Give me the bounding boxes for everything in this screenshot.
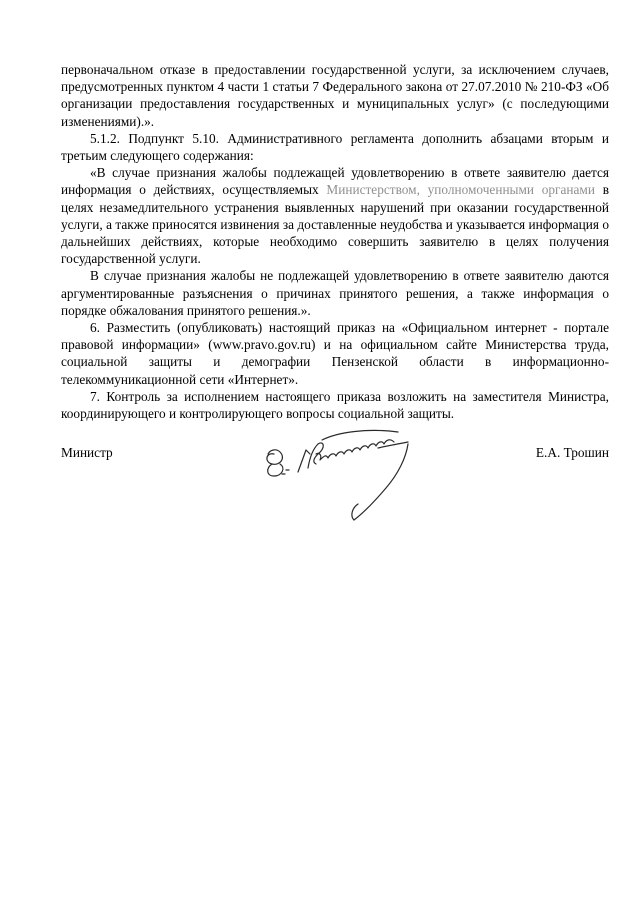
document-body — [61, 61, 609, 422]
paragraph-refusal-continuation: первоначальном отказе в предоставлении государственной услуги, за исключением случаев, предусмотренных пунктом 4 части 1 статьи 7 Федерального закона от 27.07.2010 № 210-ФЗ «Об организации предоставления государственных и муниципальных услуг» (с последующими изменениями).». — [61, 62, 609, 129]
signatory-name: Е.А. Трошин — [535, 445, 609, 460]
signatory-title: Министр — [61, 445, 113, 460]
faded-text: Министерством, уполномоченными органами — [326, 182, 595, 198]
paragraph-complaint-satisfied — [61, 164, 609, 267]
paragraph-item-7: 7. Контроль за исполнением настоящего приказа возложить на заместителя Министра, координирующего и контролирующего вопросы социальной защиты. — [61, 388, 609, 422]
complaint-satisfied-text-start: «В случае признания жалобы подлежащей удовлетворению в ответе заявителю дается информация о действиях, осуществляемых — [61, 165, 609, 198]
complaint-satisfied-text-end: в целях незамедлительного устранения выявленных нарушений при оказании государственной услуги, а также приносятся извинения за доставленные неудобства и указывается информация о дальнейших действиях, которые необходимо совершить заявителю в целях получения государственной услуги. — [61, 182, 609, 267]
paragraph-complaint-rejected: В случае признания жалобы не подлежащей удовлетворению в ответе заявителю даются аргументированные разъяснения о причинах принятого решения, а также информация о порядке обжалования принятого решения.». — [61, 268, 609, 318]
handwritten-signature — [258, 418, 428, 522]
paragraph-5-1-2: 5.1.2. Подпункт 5.10. Административного регламента дополнить абзацами вторым и третьим следующего содержания: — [61, 130, 609, 164]
paragraph-item-6: 6. Разместить (опубликовать) настоящий приказ на «Официальном интернет - портале правовой информации» (www.pravo.gov.ru) и на официальном сайте Министерства труда, социальной защиты и демографии Пензенской области в информационно-телекоммуникационной сети «Интернет». — [61, 320, 609, 387]
